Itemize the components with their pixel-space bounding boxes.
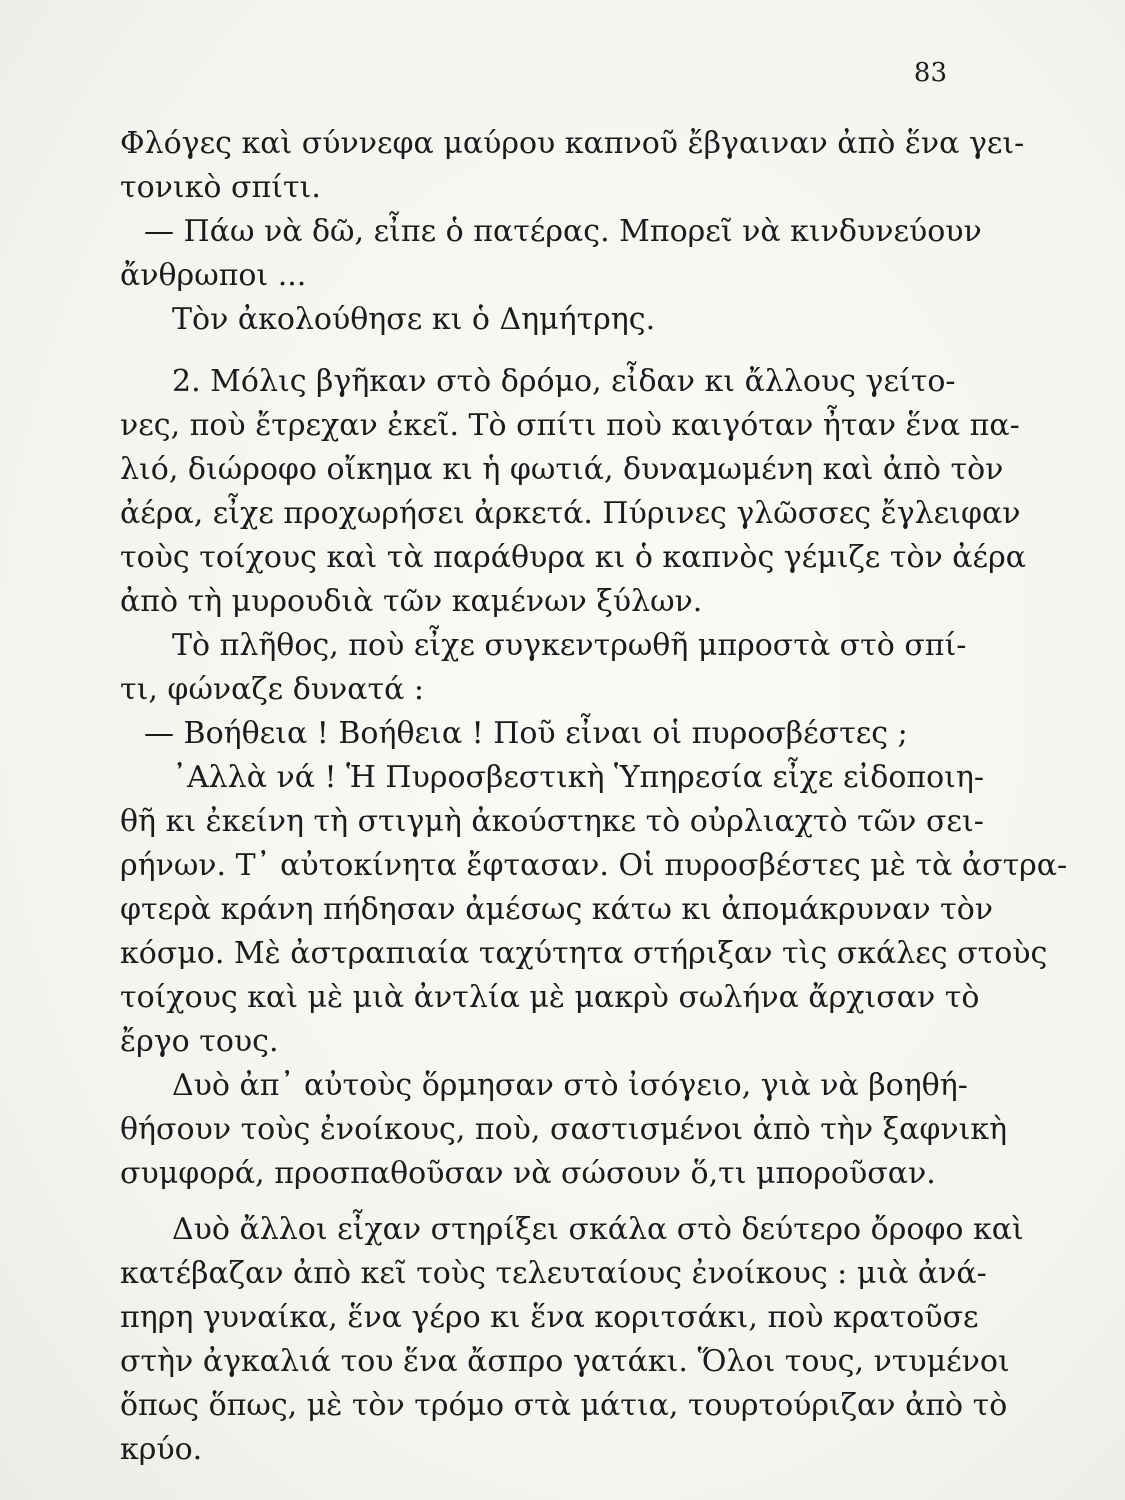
text-line: Τὸν ἀκολούθησε κι ὁ Δημήτρης. (172, 302, 656, 337)
text-line: κρύο. (120, 1432, 203, 1467)
text-line: τοίχους καὶ μὲ μιὰ ἀντλία μὲ μακρὺ σωλήνα ἄρχισαν τὸ (120, 980, 980, 1015)
text-line: ᾿Αλλὰ νά ! Ἡ Πυροσβεστικὴ Ὑπηρεσία εἶχε εἰδοποιη- (172, 760, 985, 795)
text-line: φτερὰ κράνη πήδησαν ἀμέσως κάτω κι ἀπομάκρυναν τὸν (120, 892, 994, 927)
text-line: κατέβαζαν ἀπὸ κεῖ τοὺς τελευταίους ἐνοίκους : μιὰ ἀνά- (120, 1256, 987, 1291)
text-line: πηρη γυναίκα, ἕνα γέρο κι ἕνα κοριτσάκι, ποὺ κρατοῦσε (120, 1300, 979, 1335)
text-line: κόσμο. Μὲ ἀστραπιαία ταχύτητα στήριξαν τὶς σκάλες στοὺς (120, 936, 1048, 971)
text-line: Δυὸ ἄλλοι εἶχαν στηρίξει σκάλα στὸ δεύτερο ὄροφο καὶ (172, 1212, 1024, 1247)
text-line: — Βοήθεια ! Βοήθεια ! Ποῦ εἶναι οἱ πυροσβέστες ; (144, 716, 908, 751)
text-line: Δυὸ ἀπ᾿ αὐτοὺς ὅρμησαν στὸ ἰσόγειο, γιὰ νὰ βοηθή- (172, 1068, 968, 1103)
text-line: τι, φώναζε δυνατά : (120, 672, 425, 707)
text-line: στὴν ἀγκαλιά του ἕνα ἄσπρο γατάκι. Ὅλοι τους, ντυμένοι (120, 1344, 1010, 1379)
text-line: Τὸ πλῆθος, ποὺ εἶχε συγκεντρωθῆ μπροστὰ στὸ σπί- (172, 628, 967, 663)
text-line: Φλόγες καὶ σύννεφα μαύρου καπνοῦ ἔβγαιναν ἀπὸ ἕνα γει- (120, 126, 1025, 161)
text-line: ἄνθρωποι ... (120, 258, 307, 293)
text-line: θήσουν τοὺς ἐνοίκους, ποὺ, σαστισμένοι ἀπὸ τὴν ξαφνικὴ (120, 1112, 1008, 1147)
text-line: ἔργο τους. (120, 1024, 279, 1059)
text-line: τονικὸ σπίτι. (120, 170, 321, 205)
text-line: θῆ κι ἐκείνη τὴ στιγμὴ ἀκούστηκε τὸ οὐρλιαχτὸ τῶν σει- (120, 804, 984, 839)
paragraph-gap (120, 342, 950, 360)
text-line: τοὺς τοίχους καὶ τὰ παράθυρα κι ὁ καπνὸς γέμιζε τὸν ἀέρα (120, 540, 1026, 575)
text-line: νες, ποὺ ἔτρεχαν ἐκεῖ. Τὸ σπίτι ποὺ καιγόταν ἦταν ἕνα πα- (120, 408, 1020, 443)
text-line: ὅπως ὅπως, μὲ τὸν τρόμο στὰ μάτια, τουρτούριζαν ἀπὸ τὸ (120, 1388, 1008, 1423)
page-number: 83 (913, 58, 947, 88)
text-line: ἀέρα, εἶχε προχωρήσει ἀρκετά. Πύρινες γλῶσσες ἔγλειφαν (120, 496, 1021, 531)
text-line: ρήνων. Τ᾿ αὐτοκίνητα ἔφτασαν. Οἱ πυροσβέστες μὲ τὰ ἀστρα- (120, 848, 1068, 883)
text-line: 2. Μόλις βγῆκαν στὸ δρόμο, εἶδαν κι ἄλλους γείτο- (172, 364, 956, 399)
text-line: λιό, διώροφο οἴκημα κι ἡ φωτιά, δυναμωμένη καὶ ἀπὸ τὸν (120, 452, 1004, 487)
paragraph-gap (120, 1196, 950, 1208)
text-line: συμφορά, προσπαθοῦσαν νὰ σώσουν ὅ,τι μποροῦσαν. (120, 1156, 936, 1191)
text-line: — Πάω νὰ δῶ, εἶπε ὁ πατέρας. Μπορεῖ νὰ κινδυνεύουν (144, 214, 982, 249)
body-text (120, 122, 1068, 1472)
text-line: ἀπὸ τὴ μυρουδιὰ τῶν καμένων ξύλων. (120, 584, 703, 619)
